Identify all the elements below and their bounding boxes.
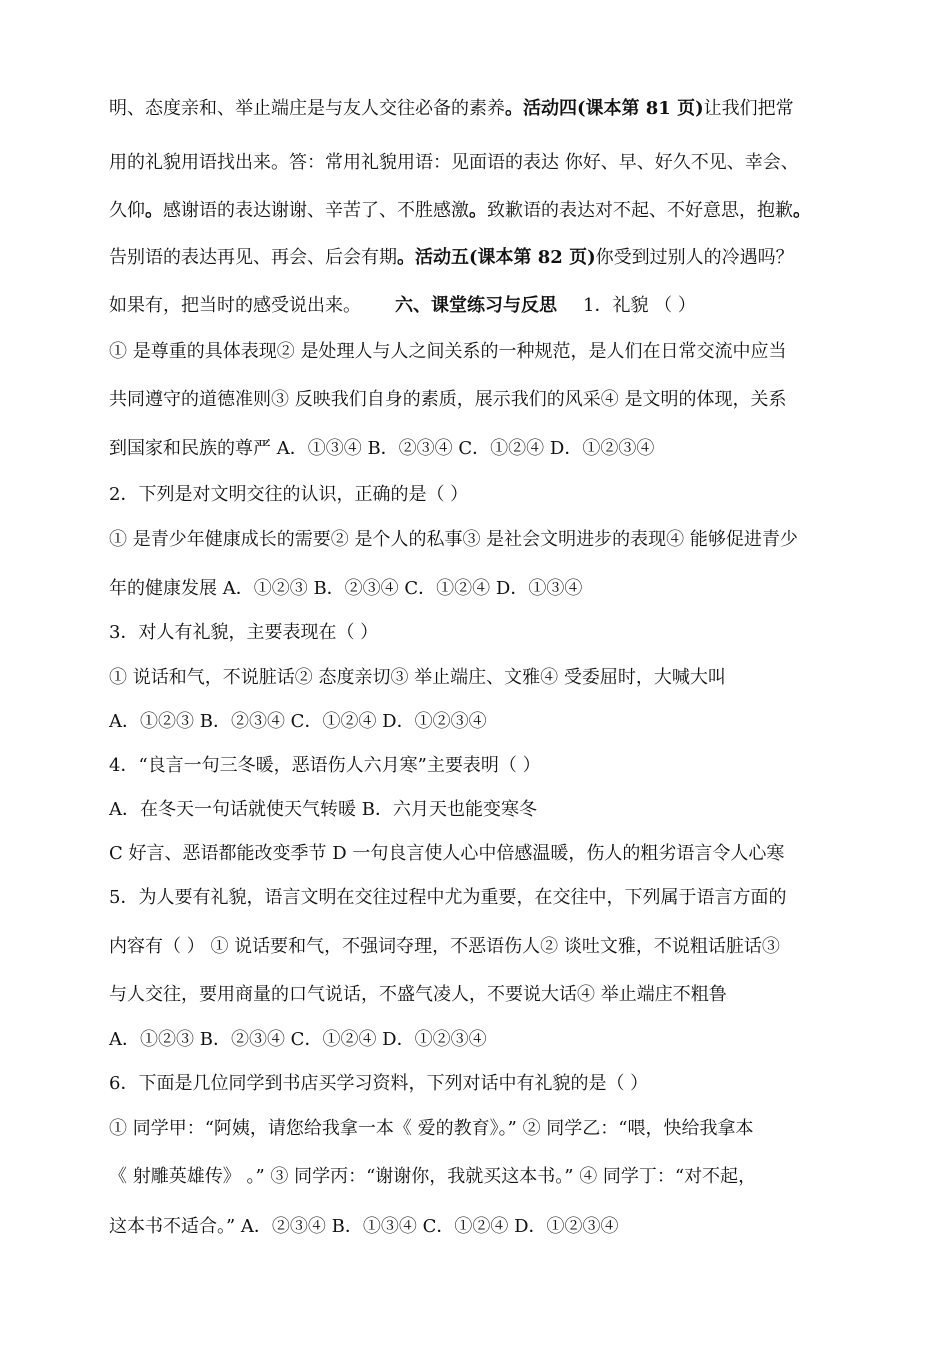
- text-segment: 感谢语的表达谢谢、辛苦了、不胜感激: [163, 200, 469, 221]
- text-segment: 如果有，把当时的感受说出来。: [109, 295, 361, 316]
- question-5-stem-line-2: 内容有（ ） ① 说话要和气，不强词夺理，不恶语伤人② 谈吐文雅，不说粗话脏话③: [109, 936, 780, 957]
- question-2-options-line-1: ① 是青少年健康成长的需要② 是个人的私事③ 是社会文明进步的表现④ 能够促进青少: [109, 529, 798, 550]
- bold-period: 。: [793, 200, 811, 221]
- text-segment: 明、态度亲和、举止端庄是与友人交往必备的素养: [109, 98, 505, 119]
- question-4-answers-line-2: C 好言、恶语都能改变季节 D 一句良言使人心中倍感温暖，伤人的粗劣语言令人心寒: [109, 843, 785, 864]
- text-line-3: [109, 200, 879, 222]
- bold-period: 。: [145, 200, 163, 221]
- question-4-answers-line-1: A．在冬天一句话就使天气转暖 B．六月天也能变寒冬: [109, 799, 537, 820]
- question-4-stem: 4．“良言一句三冬暖，恶语伤人六月寒”主要表明（ ）: [109, 755, 541, 776]
- question-3-options: ① 说话和气，不说脏话② 态度亲切③ 举止端庄、文雅④ 受委屈时，大喊大叫: [109, 667, 726, 688]
- text-segment: 致歉语的表达对不起、不好意思，抱歉: [487, 200, 793, 221]
- question-1-stem: 1．礼貌 （ ）: [583, 295, 696, 316]
- question-6-options-line-1: ① 同学甲：“阿姨，请您给我拿一本《 爱的教育》。” ② 同学乙：“喂，快给我拿本: [109, 1118, 754, 1139]
- question-5-stem-line-1: 5．为人要有礼貌，语言文明在交往过程中尤为重要，在交往中，下列属于语言方面的: [109, 887, 787, 908]
- text-line-4: [109, 247, 879, 269]
- text-segment: 久仰: [109, 200, 145, 221]
- question-5-options: 与人交往，要用商量的口气说话，不盛气凌人，不要说大话④ 举止端庄不粗鲁: [109, 984, 727, 1005]
- question-5-answers: A．①②③ B．②③④ C．①②④ D．①②③④: [109, 1029, 487, 1050]
- question-2-answers: 年的健康发展 A．①②③ B．②③④ C．①②④ D．①③④: [109, 578, 583, 599]
- text-line-1: [109, 98, 879, 120]
- text-segment: 你受到过别人的冷遇吗？: [595, 247, 794, 268]
- question-1-answers: 到国家和民族的尊严 A．①③④ B．②③④ C．①②④ D．①②③④: [109, 438, 655, 459]
- text-segment: 让我们把常: [703, 98, 794, 119]
- question-3-answers: A．①②③ B．②③④ C．①②④ D．①②③④: [109, 711, 487, 732]
- question-6-options-line-2: 《 射雕英雄传》 。” ③ 同学丙：“谢谢你，我就买这本书。” ④ 同学丁：“对不起，: [109, 1166, 757, 1187]
- question-6-stem: 6．下面是几位同学到书店买学习资料，下列对话中有礼貌的是（ ）: [109, 1073, 649, 1094]
- question-3-stem: 3．对人有礼貌，主要表现在（ ）: [109, 622, 379, 643]
- question-1-options-line-2: 共同遵守的道德准则③ 反映我们自身的素质，展示我们的风采④ 是文明的体现，关系: [109, 389, 787, 410]
- bold-period: 。: [469, 200, 487, 221]
- question-2-stem: 2．下列是对文明交往的认识，正确的是（ ）: [109, 484, 469, 505]
- text-line-2: 用的礼貌用语找出来。答：常用礼貌用语：见面语的表达 你好、早、好久不见、幸会、: [109, 152, 799, 173]
- question-1-options-line-1: ① 是尊重的具体表现② 是处理人与人之间关系的一种规范，是人们在日常交流中应当: [109, 341, 787, 362]
- text-segment: 告别语的表达再见、再会、后会有期: [109, 247, 397, 268]
- activity-four-heading: 。活动四(课本第 81 页): [505, 98, 704, 119]
- section-six-heading: 六、课堂练习与反思: [395, 295, 557, 316]
- activity-five-heading: 。活动五(课本第 82 页): [397, 247, 596, 268]
- text-line-5: [109, 295, 879, 317]
- question-6-answers: 这本书不适合。” A．②③④ B．①③④ C．①②④ D．①②③④: [109, 1216, 619, 1237]
